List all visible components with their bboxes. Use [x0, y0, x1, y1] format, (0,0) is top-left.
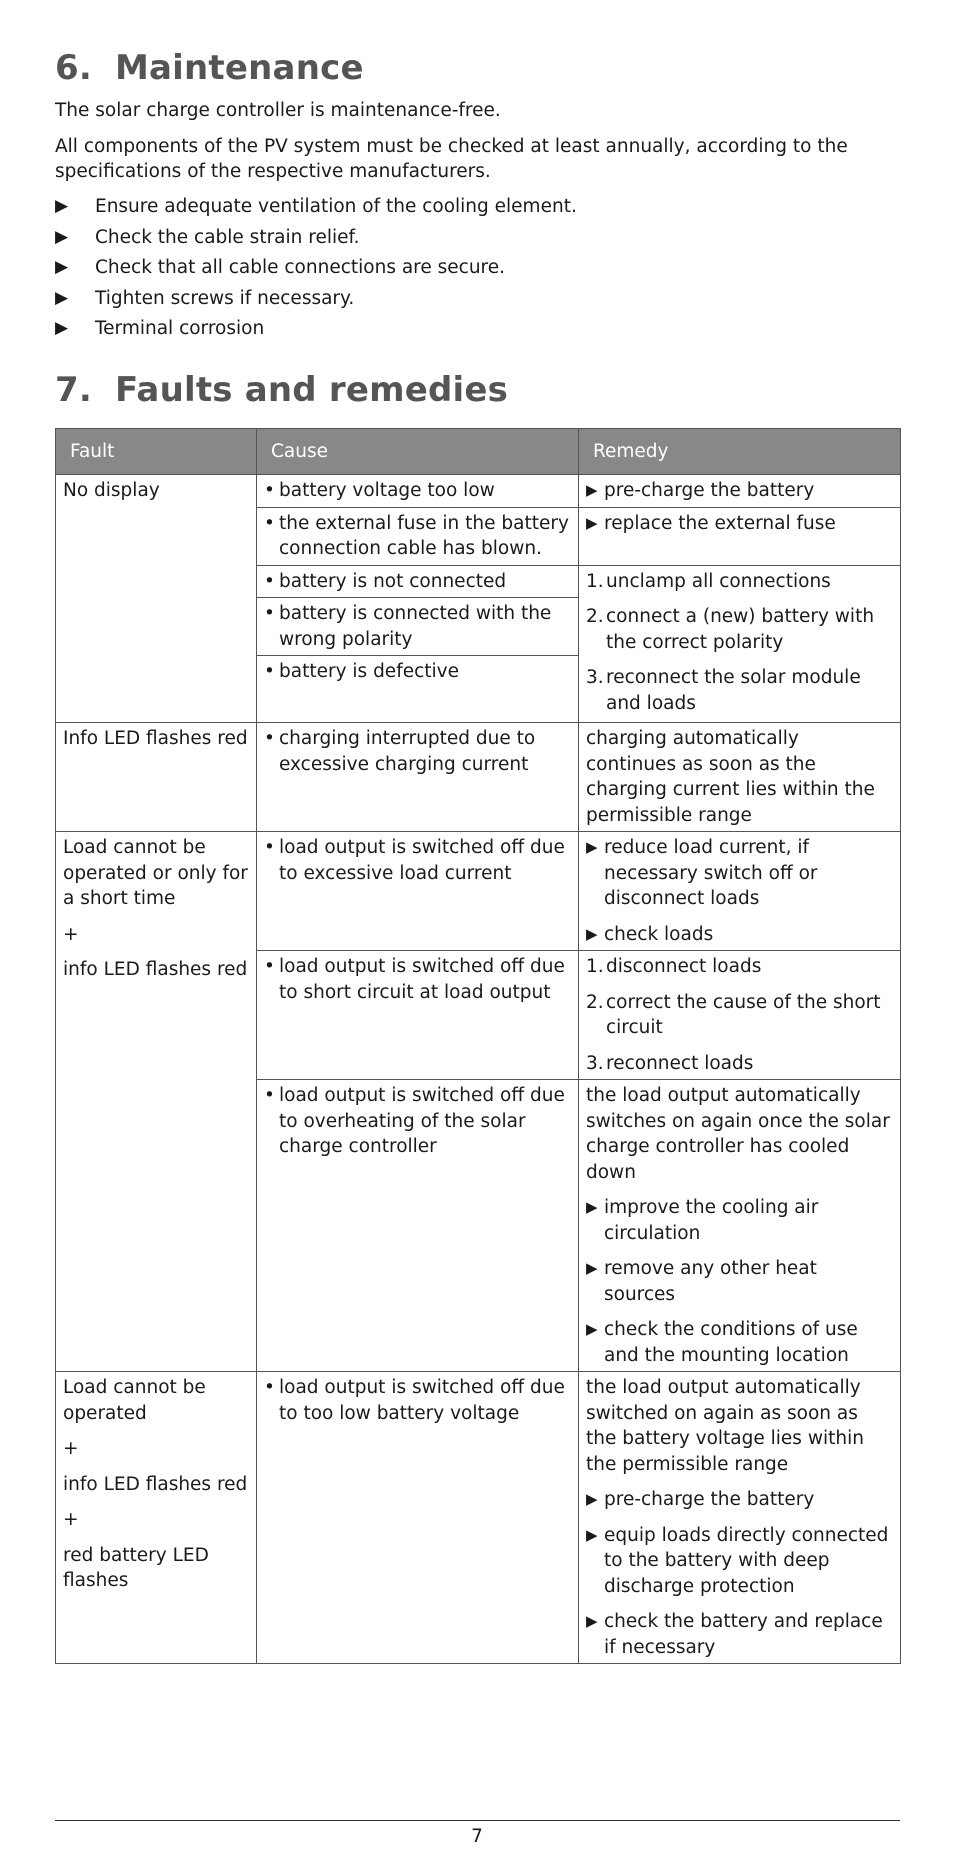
arrow-bullet-icon: ▶	[586, 1259, 598, 1277]
cause-cell: • load output is switched off due to short circuit at load output	[257, 951, 579, 1080]
column-header: Remedy	[579, 429, 901, 475]
arrow-bullet-icon: ▶	[586, 1612, 598, 1630]
table-row	[56, 1372, 901, 1664]
list-item: ▶ Check that all cable connections are secure.	[55, 255, 577, 286]
remedy-cell: ▶ replace the external fuse	[579, 507, 901, 565]
list-item: ▶ Terminal corrosion	[55, 316, 577, 347]
triangle-bullet-icon: ▶	[55, 287, 69, 308]
column-header: Fault	[56, 429, 257, 475]
cause-cell: • battery voltage too low	[257, 475, 579, 508]
arrow-bullet-icon: ▶	[586, 838, 598, 856]
remedy-cell: 1. disconnect loads 2. correct the cause of the short circuit 3. reconnect loads	[579, 951, 901, 1080]
list-item: ▶ Ensure adequate ventilation of the cooling element.	[55, 194, 577, 225]
arrow-bullet-icon: ▶	[586, 1198, 598, 1216]
fault-cell: No display	[56, 475, 257, 723]
page-number: 7	[471, 1826, 483, 1847]
cause-cell: • charging interrupted due to excessive charging current	[257, 723, 579, 832]
paragraph: The solar charge controller is maintenance-free.	[55, 100, 501, 121]
arrow-bullet-icon: ▶	[586, 1490, 598, 1508]
triangle-bullet-icon: ▶	[55, 257, 69, 277]
cause-cell: • load output is switched off due to excessive load current	[257, 832, 579, 951]
cause-cell: • load output is switched off due to overheating of the solar charge controller	[257, 1080, 579, 1372]
table-row	[56, 723, 901, 832]
table-row	[56, 475, 901, 508]
list-item: ▶ Check the cable strain relief.	[55, 225, 577, 256]
paragraph: All components of the PV system must be checked at least annually, according to the specifications of the respective manufacturers.	[55, 136, 848, 182]
arrow-bullet-icon: ▶	[586, 1525, 598, 1544]
section-heading-faults: 7. Faults and remedies	[55, 370, 509, 410]
table-row	[56, 832, 901, 951]
cause-cell: • battery is defective	[257, 656, 579, 723]
triangle-bullet-icon: ▶	[55, 226, 69, 247]
fault-cell: Load cannot be operated + info LED flashes red + red battery LED flashes	[56, 1372, 257, 1664]
cause-cell: • the external fuse in the battery connection cable has blown.	[257, 507, 579, 565]
remedy-cell: the load output automatically switched on again as soon as the battery voltage lies within the permissible range ▶ pre-charge the battery ▶ equip loads directly connected to the battery with deep discharge protection ▶ check the battery and replace if necessary	[579, 1372, 901, 1664]
remedy-cell: ▶ pre-charge the battery	[579, 475, 901, 508]
fault-cell: Load cannot be operated or only for a short time + info LED flashes red	[56, 832, 257, 1372]
list-item: ▶ Tighten screws if necessary.	[55, 286, 577, 317]
section-heading-maintenance: 6. Maintenance	[55, 48, 364, 88]
footer-divider	[55, 1820, 900, 1821]
remedy-cell: ▶ reduce load current, if necessary switch off or disconnect loads ▶ check loads	[579, 832, 901, 951]
maintenance-list	[55, 194, 577, 347]
arrow-bullet-icon: ▶	[586, 481, 598, 499]
cause-cell: • load output is switched off due to too low battery voltage	[257, 1372, 579, 1664]
triangle-bullet-icon: ▶	[55, 318, 69, 338]
faults-table	[55, 428, 901, 1664]
cause-cell: • battery is not connected	[257, 565, 579, 598]
remedy-cell: 1. unclamp all connections 2. connect a (new) battery with the correct polarity 3. reconnect the solar module and loads	[579, 565, 901, 723]
remedy-cell: charging automatically continues as soon as the charging current lies within the permissible range	[579, 723, 901, 832]
table-header-row	[56, 429, 901, 475]
arrow-bullet-icon: ▶	[586, 513, 598, 532]
cause-cell: • battery is connected with the wrong polarity	[257, 598, 579, 656]
arrow-bullet-icon: ▶	[586, 924, 598, 943]
fault-cell: Info LED flashes red	[56, 723, 257, 832]
arrow-bullet-icon: ▶	[586, 1320, 598, 1338]
remedy-cell: the load output automatically switches on again once the solar charge controller has cooled down ▶ improve the cooling air circulation ▶ remove any other heat sources ▶ check the conditions of use and the mounting location	[579, 1080, 901, 1372]
triangle-bullet-icon: ▶	[55, 196, 69, 216]
column-header: Cause	[257, 429, 579, 475]
